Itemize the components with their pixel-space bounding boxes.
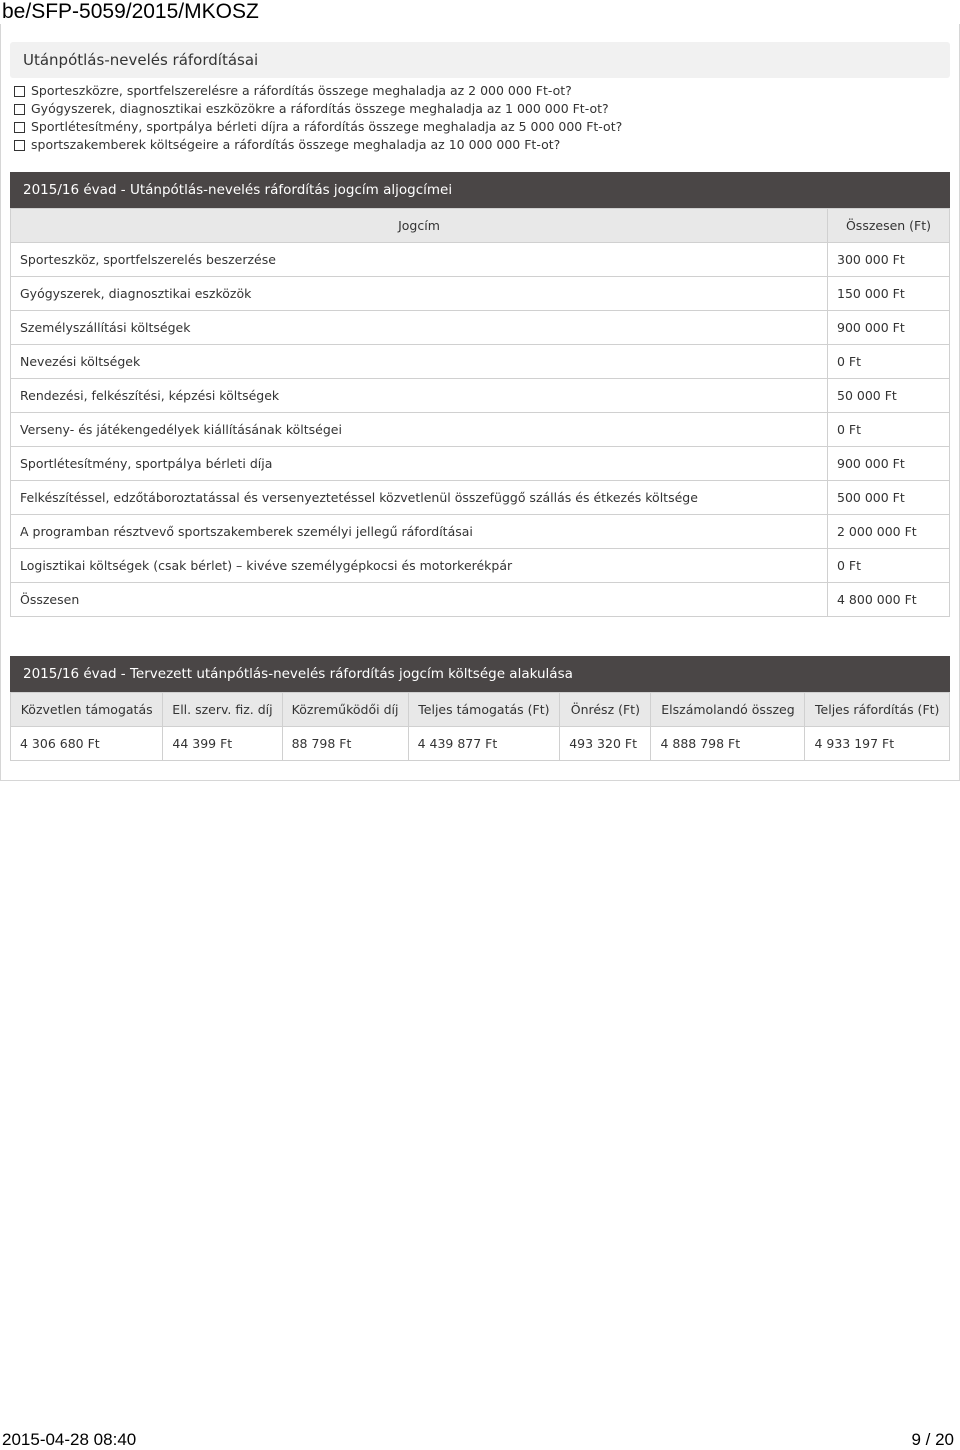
row-value: 150 000 Ft	[828, 277, 950, 311]
cell-teljes-tamogatas: 4 439 877 Ft	[408, 727, 560, 761]
row-label: Sporteszköz, sportfelszerelés beszerzése	[11, 243, 828, 277]
table-row	[11, 447, 950, 481]
checkbox[interactable]	[14, 122, 25, 133]
column-header-kozremukodoi-dij: Közreműködői díj	[282, 693, 408, 727]
page-number: 9 / 20	[911, 1430, 954, 1449]
document-id-header: be/SFP-5059/2015/MKOSZ	[2, 0, 259, 23]
table-row	[11, 515, 950, 549]
checklist-item[interactable]	[14, 118, 944, 136]
table-row	[11, 277, 950, 311]
row-value: 0 Ft	[828, 413, 950, 447]
cell-elszamolando-osszeg: 4 888 798 Ft	[651, 727, 805, 761]
cell-kozvetlen-tamogatas: 4 306 680 Ft	[11, 727, 163, 761]
column-header-jogcim: Jogcím	[11, 209, 828, 243]
total-label: Összesen	[11, 583, 828, 617]
row-label: Logisztikai költségek (csak bérlet) – kivéve személygépkocsi és motorkerékpár	[11, 549, 828, 583]
row-label: Sportlétesítmény, sportpálya bérleti díja	[11, 447, 828, 481]
cell-onresz: 493 320 Ft	[560, 727, 651, 761]
column-header-kozvetlen-tamogatas: Közvetlen támogatás	[11, 693, 163, 727]
table-row	[11, 481, 950, 515]
column-header-ell-szerv-fiz-dij: Ell. szerv. fiz. díj	[163, 693, 282, 727]
cell-kozremukodoi-dij: 88 798 Ft	[282, 727, 408, 761]
column-header-onresz: Önrész (Ft)	[560, 693, 651, 727]
row-label: Gyógyszerek, diagnosztikai eszközök	[11, 277, 828, 311]
row-value: 300 000 Ft	[828, 243, 950, 277]
table1-title-bar: 2015/16 évad - Utánpótlás-nevelés ráfordítás jogcím aljogcímei	[10, 172, 950, 208]
row-label: Felkészítéssel, edzőtáboroztatással és versenyeztetéssel közvetlenül összefüggő szállás és étkezés költsége	[11, 481, 828, 515]
table-row	[11, 727, 950, 761]
checklist-item-label: Sportlétesítmény, sportpálya bérleti díjra a ráfordítás összege meghaladja az 5 000 000 Ft-ot?	[31, 119, 623, 134]
row-value: 0 Ft	[828, 549, 950, 583]
row-label: Nevezési költségek	[11, 345, 828, 379]
checkbox[interactable]	[14, 86, 25, 97]
checklist-item[interactable]	[14, 82, 944, 100]
table-row	[11, 345, 950, 379]
row-label: Verseny- és játékengedélyek kiállításának költségei	[11, 413, 828, 447]
total-value: 4 800 000 Ft	[828, 583, 950, 617]
checklist-item[interactable]	[14, 136, 944, 154]
cell-teljes-raforditas: 4 933 197 Ft	[805, 727, 950, 761]
section-title: Utánpótlás-nevelés ráfordításai	[10, 42, 950, 78]
cost-breakdown-table	[10, 692, 950, 761]
checklist-item-label: Sporteszközre, sportfelszerelésre a ráfordítás összege meghaladja az 2 000 000 Ft-ot?	[31, 83, 572, 98]
row-value: 900 000 Ft	[828, 447, 950, 481]
table-row	[11, 311, 950, 345]
checkbox[interactable]	[14, 104, 25, 115]
column-header-elszamolando-osszeg: Elszámolandó összeg	[651, 693, 805, 727]
print-timestamp: 2015-04-28 08:40	[2, 1430, 137, 1449]
question-checklist	[14, 82, 944, 154]
row-value: 2 000 000 Ft	[828, 515, 950, 549]
table-row	[11, 379, 950, 413]
row-value: 50 000 Ft	[828, 379, 950, 413]
column-header-teljes-tamogatas: Teljes támogatás (Ft)	[408, 693, 560, 727]
row-label: Rendezési, felkészítési, képzési költségek	[11, 379, 828, 413]
table-total-row	[11, 583, 950, 617]
subcategory-table	[10, 208, 950, 617]
row-label: A programban résztvevő sportszakemberek személyi jellegű ráfordításai	[11, 515, 828, 549]
checklist-item-label: Gyógyszerek, diagnosztikai eszközökre a ráfordítás összege meghaladja az 1 000 000 Ft-ot?	[31, 101, 609, 116]
checklist-item[interactable]	[14, 100, 944, 118]
table-row	[11, 413, 950, 447]
checklist-item-label: sportszakemberek költségeire a ráfordítás összege meghaladja az 10 000 000 Ft-ot?	[31, 137, 561, 152]
column-header-teljes-raforditas: Teljes ráfordítás (Ft)	[805, 693, 950, 727]
table-row	[11, 243, 950, 277]
row-value: 900 000 Ft	[828, 311, 950, 345]
checkbox[interactable]	[14, 140, 25, 151]
row-label: Személyszállítási költségek	[11, 311, 828, 345]
table-row	[11, 549, 950, 583]
table-header-row	[11, 209, 950, 243]
column-header-osszesen: Összesen (Ft)	[828, 209, 950, 243]
cell-ell-szerv-fiz-dij: 44 399 Ft	[163, 727, 282, 761]
table2-title-bar: 2015/16 évad - Tervezett utánpótlás-nevelés ráfordítás jogcím költsége alakulása	[10, 656, 950, 692]
row-value: 0 Ft	[828, 345, 950, 379]
row-value: 500 000 Ft	[828, 481, 950, 515]
table-header-row	[11, 693, 950, 727]
